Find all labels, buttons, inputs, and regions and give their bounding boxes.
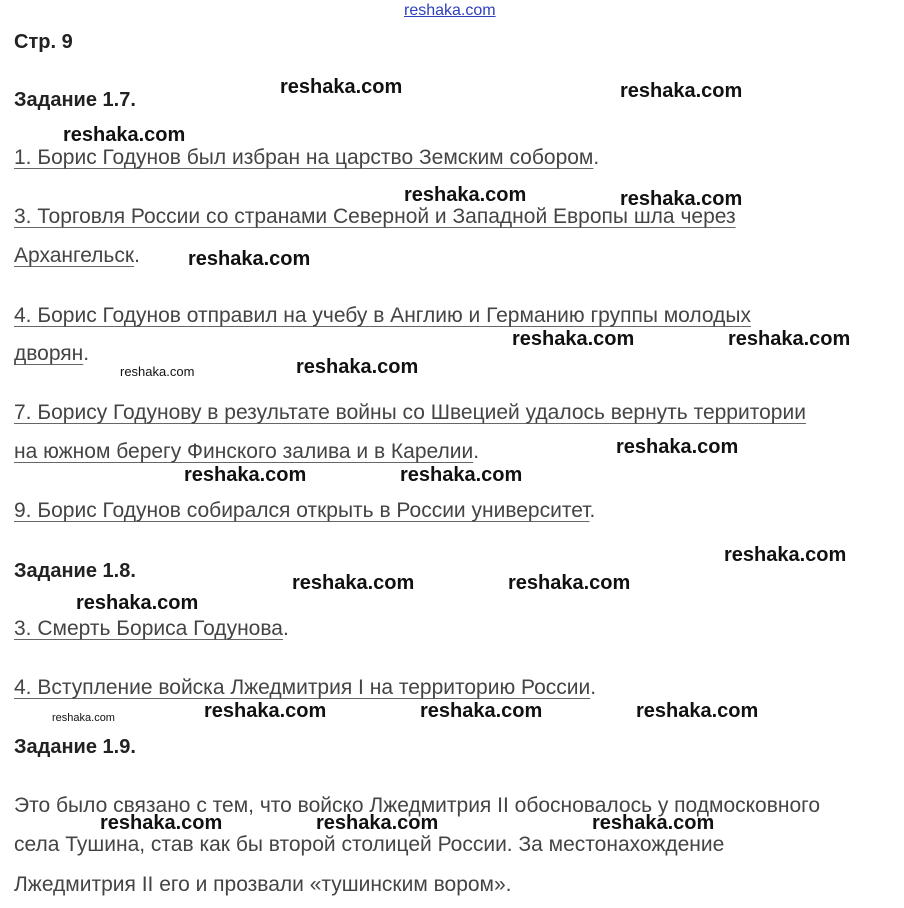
watermark: reshaka.com [620,188,743,210]
watermark: reshaka.com [280,76,403,98]
top-watermark-link[interactable]: reshaka.com [404,2,496,19]
task-1-9-line-1: Это было связано с тем, что войско Лжедмитрия II обосновалось у подмосковного [14,794,821,817]
watermark: reshaka.com [616,436,739,458]
answer-text: 4. Вступление войска Лжедмитрия I на территорию России [14,676,591,699]
period: . [593,146,600,169]
watermark: reshaka.com [52,712,115,724]
answer-text: 9. Борис Годунов собирался открыть в России университет [14,499,590,522]
watermark: reshaka.com [184,464,307,486]
answer-text: 3. Смерть Бориса Годунова [14,617,283,640]
task-1-9-line-2: села Тушина, став как бы второй столицей России. За местонахождение [14,833,725,856]
answer-text: 1. Борис Годунов был избран на царство Земским собором [14,146,594,169]
task-1-7-line-9 [14,499,595,523]
task-1-7-line-7a [14,401,806,425]
answer-text: Архангельск [14,244,135,267]
watermark: reshaka.com [512,328,635,350]
watermark: reshaka.com [508,572,631,594]
period: . [83,342,90,365]
watermark: reshaka.com [120,364,195,379]
task-1-7-line-7b [14,440,479,464]
answer-text: 7. Борису Годунову в результате войны со Швецией удалось вернуть территории [14,401,806,424]
task-1-9-line-3: Лжедмитрия II его и прозвали «тушинским вором». [14,873,512,896]
answer-text: 3. Торговля России со странами Северной и Западной Европы шла через [14,205,736,228]
task-1-9-heading: Задание 1.9. [14,736,136,758]
watermark: reshaka.com [316,812,439,834]
watermark: reshaka.com [100,812,223,834]
answer-text: на южном берегу Финского залива и в Карелии [14,440,474,463]
watermark: reshaka.com [292,572,415,594]
period: . [473,440,480,463]
answer-text: 4. Борис Годунов отправил на учебу в Англию и Германию группы молодых [14,304,751,327]
watermark: reshaka.com [296,356,419,378]
task-1-8-line-4 [14,676,596,700]
period: . [590,676,597,699]
task-1-7-line-3b [14,244,140,268]
watermark: reshaka.com [620,80,743,102]
watermark: reshaka.com [728,328,851,350]
watermark: reshaka.com [76,592,199,614]
page-label: Стр. 9 [14,31,73,53]
task-1-7-line-4b [14,342,89,366]
watermark: reshaka.com [400,464,523,486]
answer-text: дворян [14,342,84,365]
task-1-8-line-3 [14,617,289,641]
task-1-7-line-4a [14,304,751,328]
task-1-8-heading: Задание 1.8. [14,560,136,582]
watermark: reshaka.com [636,700,759,722]
watermark: reshaka.com [63,124,186,146]
watermark: reshaka.com [188,248,311,270]
watermark: reshaka.com [404,184,527,206]
task-1-7-heading: Задание 1.7. [14,89,136,111]
period: . [134,244,140,267]
watermark: reshaka.com [204,700,327,722]
period: . [282,617,289,640]
period: . [589,499,596,522]
watermark: reshaka.com [592,812,715,834]
task-1-7-line-1 [14,146,599,170]
watermark: reshaka.com [420,700,543,722]
watermark: reshaka.com [724,544,847,566]
